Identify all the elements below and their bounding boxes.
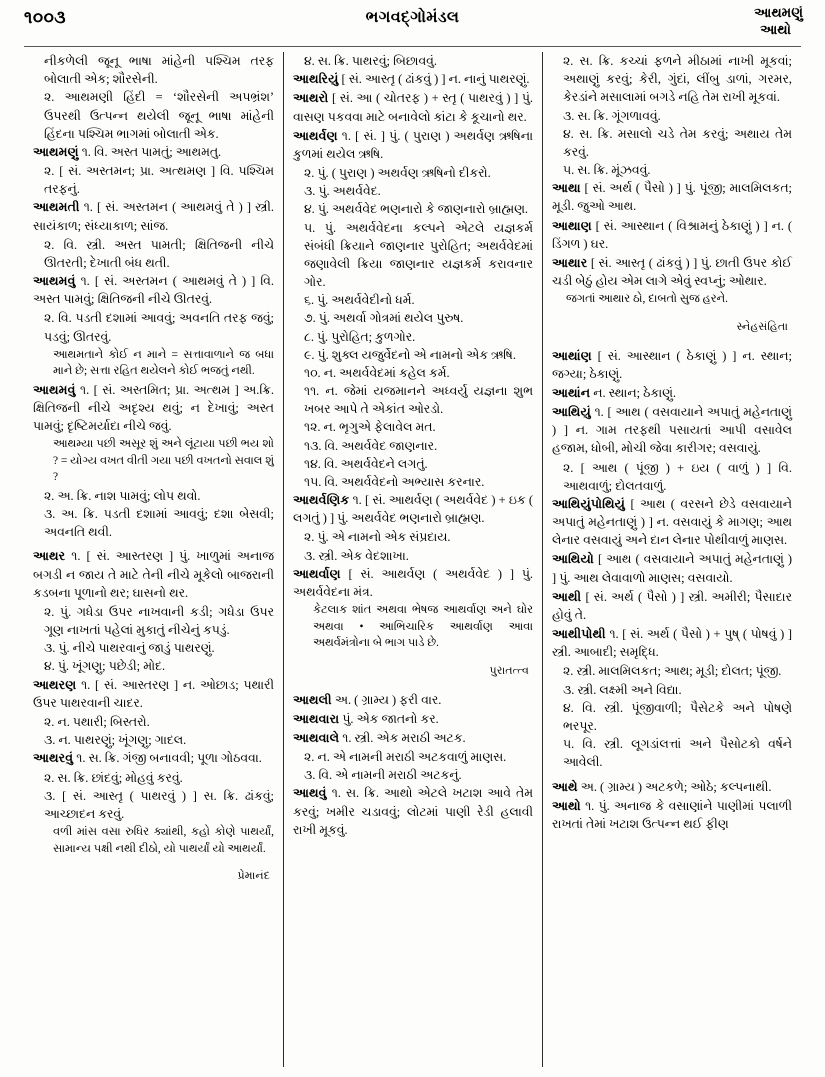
entry-sense: ૨. પું. ગધેડા ઉપર નાખવાની કડી; ગધેડા ઉપર ગૂણ નાખતાં પહેલાં મુકાતું નીચેનું કપડું. bbox=[44, 604, 274, 638]
entry-sense: ૩. પું. અથર્વવેદ. bbox=[304, 184, 381, 199]
guide-word-first: આથમણું bbox=[754, 5, 803, 20]
entry-definition: [ સં. આસ્થાન ( ઠેકાણું ) ] ન. સ્થાન; જગ્યા; ઠેકાણું. bbox=[552, 348, 792, 381]
entry-headword: આથવાલે bbox=[293, 730, 340, 745]
entry-definition: અ. ( ગ્રામ્ય ) અટકળે; ઓઠે; કલ્પનાથી. bbox=[577, 779, 772, 794]
entry-sense: ૩. વિ. એ નામની મરાઠી અટકનું. bbox=[304, 768, 462, 783]
entry-definition: [ આથ ( વસવાયાને અપાતું મહેનતાણું ) ] પું. આથ લેવાવાળો માણસ; વસવાયો. bbox=[552, 552, 792, 585]
entry-definition: ૧. [ સં. આસ્તરણ ] ન. ઓછાડ; પથારી ઉપર પાથરવાની ચાદર. bbox=[33, 677, 274, 710]
entry-headword: આથો bbox=[552, 798, 581, 813]
entry-sense: ૩. પું. નીચે પાથરવાનું જાડું પાથરણું. bbox=[44, 641, 215, 656]
dictionary-entry bbox=[552, 550, 792, 586]
dictionary-entry bbox=[33, 143, 274, 161]
entry-sense: ૨. સ્ત્રી. માલમિલકત; આથ; મૂડી; દોલત; પૂંજી. bbox=[563, 664, 782, 679]
entry-definition: ૧. [ સં. અસ્તમિત; પ્રા. અત્થમ ] અ.ક્રિ. ક્ષિતિજની નીચે અદૃશ્ય થવું; ન દેખાવું; અસ્ત પામવું; દૃષ્ટિમર્યાદા નીચે જવું. bbox=[33, 382, 274, 434]
entry-headword: આથા bbox=[552, 181, 581, 196]
entry-definition: ૧. સ. ક્રિ. ગંજી બનાવવી; પૂળા ગોઠવવા. bbox=[73, 751, 262, 766]
entry-definition: ન. સ્થાન; ઠેકાણું. bbox=[590, 385, 677, 400]
entry-headword: આથરવું bbox=[33, 751, 74, 766]
entry-definition: ૧. પું. અનાજ કે વસાણાંને પાણીમાં પલાળી રાખતાં તેમાં ખટાશ ઉત્પન્ન થઈ ફીણ bbox=[552, 798, 792, 831]
entry-sense: ૪. સ. ક્રિ. પાથરવું; બિછાવવું. bbox=[304, 54, 437, 68]
entry-definition: ૧. [ સં. અસ્તમન ( આથમવું તે ) ] વિ. અસ્ત પામવું; ક્ષિતિજની નીચે ઊતરવું. bbox=[33, 274, 274, 307]
entry-definition: [ સં. આસ્તૃ ( ઢાંકવું ) ] પું. છાતી ઉપર કોઈ ચડી બેઠું હોય એમ લાગે એવું સ્વપ્નું; ઓથાર. bbox=[552, 255, 792, 289]
entry-continuation: નીકળેલી જૂનૂ ભાષા માંહેની પશ્ચિમ તરફ બોલાતી એક; શૌરસેની. bbox=[44, 54, 274, 87]
entry-sense: ૨. સ. ક્રિ. છાંદવું; મોહવું કરવું. bbox=[44, 770, 183, 785]
entry-headword: આથિયું bbox=[552, 405, 591, 420]
dictionary-entry bbox=[293, 691, 533, 709]
entry-quotation: વળી માંસ વસા રુધિર ક્યાંથી, કહો કોણે પાથર્યાં, સામાન્ય પક્ષી નથી દીઠો, યો પાથર્યાં યો આથર્યાં. bbox=[53, 826, 274, 855]
entry-headword: આથરણ bbox=[33, 677, 77, 692]
dictionary-entry bbox=[552, 778, 792, 796]
entry-headword: આથલી bbox=[293, 692, 332, 707]
column-container bbox=[24, 52, 801, 1067]
dictionary-entry bbox=[552, 347, 792, 383]
entry-sense: ૯. પું. શુક્લ યજુર્વેદનો એ નામનો એક ઋષિ. bbox=[304, 347, 516, 362]
entry-definition: [ સં. આસ્થાન ( વિશ્રામનું ઠેકાણું ) ] ન. ( ડિંગળ ) ઘર. bbox=[552, 218, 792, 251]
entry-headword: આથર્વાણ bbox=[293, 566, 341, 581]
guide-word-last: આથો bbox=[760, 21, 792, 37]
entry-sense: ૧૨. ન. ભૃગુએ ફેલાવેલ મત. bbox=[304, 420, 436, 435]
entry-quotation: આથમ્યા પછી અસૂર શું અને લૂંટાયા પછી ભય શો ? = યોગ્ય વખત વીતી ગયા પછી વખતનો સવાલ શું ? bbox=[53, 438, 274, 484]
entry-headword: આથરિયું bbox=[293, 72, 339, 87]
running-head bbox=[0, 0, 825, 48]
dictionary-entry bbox=[293, 89, 533, 125]
entry-sense: ૪. પું. ખૂંગણુ; પછેડી; મોદ. bbox=[44, 659, 166, 674]
entry-definition: [ સં. અર્થ ( પૈસો ) ] સ્ત્રી. અમીરી; પૈસાદાર હોવું તે. bbox=[552, 589, 792, 622]
entry-quotation: કેટલાક શાંત અથવા ભેષજ આથર્વાણ અને ઘોર અથવા • આભિચારિક આથર્વાણ આવા અથર્વમંત્રોના બે ભાગ પાડે છે. bbox=[313, 604, 533, 650]
entry-headword: આથાંણ bbox=[552, 348, 592, 363]
entry-sense: ૧૪. વિ. અથર્વવેદને લગતું. bbox=[304, 456, 428, 471]
entry-sense: ૨. પું. એ નામનો એક સંપ્રદાય. bbox=[304, 530, 451, 545]
entry-definition: [ આથ ( વરસને છેડે વસવાયાને અપાતું મહેનતાણું ) ] ન. વસવાયું કે માગણ; આથ લેનાર વસવાયું અને દાન લેનાર પોથીવાળું માણસ. bbox=[552, 496, 792, 548]
entry-sense: ૨. પું. ( પુરાણ ) અથર્વણ ઋષિનો દીકરો. bbox=[304, 166, 491, 181]
text-column-1 bbox=[24, 52, 283, 1067]
dictionary-entry bbox=[293, 729, 533, 747]
entry-definition: પું. એક જાતનો કર. bbox=[339, 711, 439, 726]
entry-sense: ૨. [ સં. અસ્તમન; પ્રા. અત્થમણ ] વિ. પશ્ચિમ તરફનું. bbox=[44, 164, 274, 197]
entry-sense: ૨. વિ. પડતી દશામાં આવવું; અવનતિ તરફ જવું; પડવું; ઊતરવું. bbox=[44, 311, 274, 344]
entry-sense: ૩. સ્ત્રી. એક વેદશાખા. bbox=[304, 548, 409, 563]
entry-sense: ૫. વિ. સ્ત્રી. લૂગડાંલત્તાં અને પૈસોટકો વર્ષને આવેલી. bbox=[563, 737, 792, 770]
entry-headword: આથમણું bbox=[33, 144, 79, 159]
entry-headword: આથિયો bbox=[552, 552, 594, 567]
entry-sense: ૮. પું. પુરોહિત; કુળગોર. bbox=[304, 329, 416, 344]
entry-sense: ૬. પું. અથર્વવેદીનો ધર્મ. bbox=[304, 293, 415, 308]
entry-definition: ૧. [ સં. આસ્તરણ ] પું. ખાળુમાં અનાજ બગડી ન જાય તે માટે તેની નીચે મૂકેલો બાજરાની કડબના પૂળાનો થર; ઘાસનો થર. bbox=[33, 549, 274, 600]
entry-sense: ૪. પું. અથર્વવેદ ભણનારો કે જાણનારો બ્રાહ્મણ. bbox=[304, 202, 529, 217]
entry-definition: ૧. સ્ત્રી. એક મરાઠી અટક. bbox=[339, 730, 466, 745]
entry-headword: આથમવું bbox=[33, 382, 76, 397]
entry-headword: આથર્વણ bbox=[293, 128, 338, 143]
entry-headword: આથાણ bbox=[552, 218, 592, 233]
entry-sense: ૫. પું. અથર્વવેદના કલ્પને એટલે યજ્ઞકર્મ સંબંધી ક્રિયાને જાણનાર પુરોહિત; અથર્વવેદમાં જણાવેલી ક્રિયા જાણનાર યજ્ઞકર્મ કરાવનાર ગોર. bbox=[304, 220, 533, 290]
entry-headword: આથમતી bbox=[33, 200, 80, 215]
entry-sense: ૩. ન. પાથરણું; ખૂંગણુ; ગાદલ. bbox=[44, 733, 187, 748]
entry-definition: ૧. [ સં. ] પું. ( પુરાણ ) અથર્વણ ઋષિના કુળમાં થયેલ ઋષિ. bbox=[293, 128, 533, 161]
entry-sense: ૭. પું. અથર્વા ગોત્રમાં થયેલ પુરુષ. bbox=[304, 311, 464, 326]
entry-sense: ૨. વિ. સ્ત્રી. અસ્ત પામતી; ક્ષિતિજની નીચે ઊતરતી; દેખાતી બંધ થતી. bbox=[44, 237, 274, 270]
entry-sense: ૧૧. ન. જેમાં યજમાનને અધ્વર્યુ યજ્ઞના શુભ ખબર આપે તે એકાંત ઓરડો. bbox=[304, 384, 533, 417]
entry-sense: ૩. સ. ક્રિ. ગૂંગળાવવું. bbox=[563, 108, 661, 123]
entry-sense: ૩. [ સં. આસ્તૃ ( પાથરવું ) ] સ. ક્રિ. ઢાંકવું; આચ્છાદન કરવું. bbox=[44, 788, 274, 821]
dictionary-entry bbox=[552, 179, 792, 215]
dictionary-entry bbox=[33, 547, 274, 602]
entry-headword: આથી bbox=[552, 589, 582, 604]
entry-headword: આથવું bbox=[293, 786, 327, 801]
entry-definition: ૧. [ સં. આથર્વણ ( અથર્વવેદ ) + ઇક ( લગતું ) ] પું. અથર્વવેદ ભણનારો બ્રાહ્મણ. bbox=[293, 493, 533, 526]
text-column-2 bbox=[283, 52, 542, 1067]
entry-definition: [ સં. આથર્વણ ( અથર્વવેદ ) ] પું. અથર્વવેદના મંત્ર. bbox=[293, 566, 533, 599]
entry-sense: ૨. [ આથ ( પૂંજી ) + ઇય ( વાળું ) ] વિ. આથવાળું; દોલતવાળું. bbox=[563, 460, 792, 493]
entry-sense: ૩. સ્ત્રી. લક્ષ્મી અને વિદ્યા. bbox=[563, 682, 682, 697]
entry-headword: આથાંન bbox=[552, 385, 591, 400]
entry-definition: ૧. સ. ક્રિ. આથો એટલે ખટાશ આવે તેમ કરવું; ખમીર ચડાવવું; લોટમાં પાણી રેડી હલાવી રાખી મૂકવું. bbox=[293, 786, 533, 837]
quotation-source: પ્રેમાનંદ bbox=[237, 870, 270, 883]
entry-sense: ૨. આથમણી હિંદી = ‘શૌરસેની અપભ્રંશ’ ઉપરથી ઉત્પન્ન થયેલી જૂનૂ ભાષા માંહેની હિંદના પશ્ચિમ ભાગમાં બોલાતી એક. bbox=[44, 90, 274, 141]
dictionary-entry bbox=[33, 272, 274, 308]
dictionary-entry bbox=[33, 676, 274, 712]
entry-sense: ૩. અ. ક્રિ. પડતી દશામાં આવવું; દશા બેસવી; અવનતિ થવી. bbox=[44, 507, 274, 540]
dictionary-entry bbox=[552, 384, 792, 402]
entry-definition: [ સં. આ ( ચોતરફ ) + સ્તૃ ( પાથરવું ) ] પું. વાસણ પકવવા માટે બનાવેલો કાંટા કે કૂચાનો થર. bbox=[293, 91, 533, 124]
entry-headword: આથિયુંપોથિયું bbox=[552, 496, 626, 511]
dictionary-entry bbox=[552, 797, 792, 833]
entry-headword: આથર્વણિક bbox=[293, 493, 350, 508]
dictionary-entry bbox=[552, 403, 792, 458]
entry-sense: ૨. અ. ક્રિ. નાશ પામવું; લોપ થવો. bbox=[44, 488, 201, 503]
dictionary-entry bbox=[293, 491, 533, 527]
entry-headword: આથમવું bbox=[33, 274, 76, 289]
entry-headword: આથે bbox=[552, 779, 578, 794]
quotation-source: સ્નેહસંહિતા bbox=[736, 320, 788, 333]
entry-sense: ૫. સ. ક્રિ. મૂંઝવવું. bbox=[563, 163, 651, 178]
entry-headword: આથીપોથી bbox=[552, 627, 606, 642]
dictionary-entry bbox=[293, 565, 533, 601]
book-title: ભગવદ્ગોમંડલ bbox=[365, 9, 460, 26]
quotation-source: પુરાતત્ત્વ bbox=[489, 664, 529, 677]
text-column-3 bbox=[542, 52, 801, 1067]
entry-headword: આથરો bbox=[293, 91, 329, 106]
entry-definition: ૧. [ સં. અસ્તમન ( આથમવું તે ) ] સ્ત્રી. સાયંકાળ; સંધ્યાકાળ; સાંજ. bbox=[33, 200, 274, 233]
entry-sense: ૨. સ. ક્રિ. કચ્ચાં ફળને મીઠામાં નાખી મૂકવાં; અથાણું કરવું; કેરી, ગુંદાં, લીંબુ ડાળાં, ગરમર, કેરડાંને મસાલામાં બગડે નહિ તેમ રાખી મૂકવાં. bbox=[563, 54, 792, 105]
dictionary-entry bbox=[293, 784, 533, 839]
entry-sense: ૪. વિ. સ્ત્રી. પૂંજીવાળી; પૈસેટકે અને પોષણે ભરપૂર. bbox=[563, 700, 792, 733]
dictionary-entry bbox=[552, 254, 792, 290]
entry-definition: ૧. [ આથ ( વસવાયાને અપાતું મહેનતાણું ) ] ન. ગામ તરફથી પસાયતાં આપી વસાવેલ હજામ, ધોબી, મોચી જેવા કારીગર; વસવાયું. bbox=[552, 405, 792, 456]
entry-sense: ૧૩. વિ. અથર્વવેદ જાણનાર. bbox=[304, 438, 438, 453]
dictionary-entry bbox=[552, 625, 792, 661]
entry-definition: ૧. વિ. અસ્ત પામતું; આથમતુ. bbox=[78, 144, 222, 159]
dictionary-entry bbox=[293, 70, 533, 88]
entry-sense: ૧૦. ન. અથર્વવેદમાં કહેલ કર્મ. bbox=[304, 365, 450, 380]
dictionary-entry bbox=[552, 588, 792, 624]
entry-sense: ૨. ન. એ નામની મરાઠી અટકવાળું માણસ. bbox=[304, 750, 507, 765]
entry-headword: આથવારા bbox=[293, 711, 340, 726]
dictionary-entry bbox=[293, 127, 533, 163]
dictionary-entry bbox=[293, 710, 533, 728]
entry-definition: [ સં. અર્થ ( પૈસો ) ] પું. પૂંજી; માલમિલકત; મૂડી. જુઓ આથ. bbox=[552, 181, 792, 214]
guide-words bbox=[754, 5, 803, 39]
entry-sense: ૪. સ. ક્રિ. મસાલો ચડે તેમ કરવું; અથાય તેમ કરવું. bbox=[563, 126, 792, 159]
entry-quotation: જગતાં આથાર ઠો, દાબતો સુજ હરને. bbox=[566, 293, 728, 306]
entry-definition: અ. ( ગ્રામ્ય ) ફરી વાર. bbox=[331, 692, 442, 707]
dictionary-entry bbox=[33, 381, 274, 436]
dictionary-entry bbox=[33, 749, 274, 767]
entry-headword: આથર bbox=[33, 549, 66, 564]
entry-headword: આથાર bbox=[552, 255, 588, 270]
dictionary-entry bbox=[552, 217, 792, 253]
entry-definition: [ સં. આસ્તૃ ( ઢાંકવું ) ] ન. નાનું પાથરણું. bbox=[338, 72, 530, 87]
entry-sense: ૧૫. વિ. અથર્વવેદનો અભ્યાસ કરનાર. bbox=[304, 474, 485, 489]
dictionary-entry bbox=[552, 495, 792, 550]
folio-number: ૧૦૦૩ bbox=[24, 8, 67, 27]
entry-definition: ૧. [ સં. અર્થ ( પૈસો ) + પુષ્ ( પોષવું ) ] સ્ત્રી. આબાદી; સમૃદ્ધિ. bbox=[552, 627, 792, 660]
entry-quotation: આથમતાને કોઈ ન માને = સત્તાવાળાને જ બધા માને છે; સત્તા રહિત થયેલને કોઈ ભજતું નથી. bbox=[53, 348, 274, 378]
header-rule bbox=[24, 46, 801, 47]
dictionary-entry bbox=[33, 198, 274, 234]
entry-sense: ૨. ન. પથારી; બિસ્તરો. bbox=[44, 714, 150, 729]
